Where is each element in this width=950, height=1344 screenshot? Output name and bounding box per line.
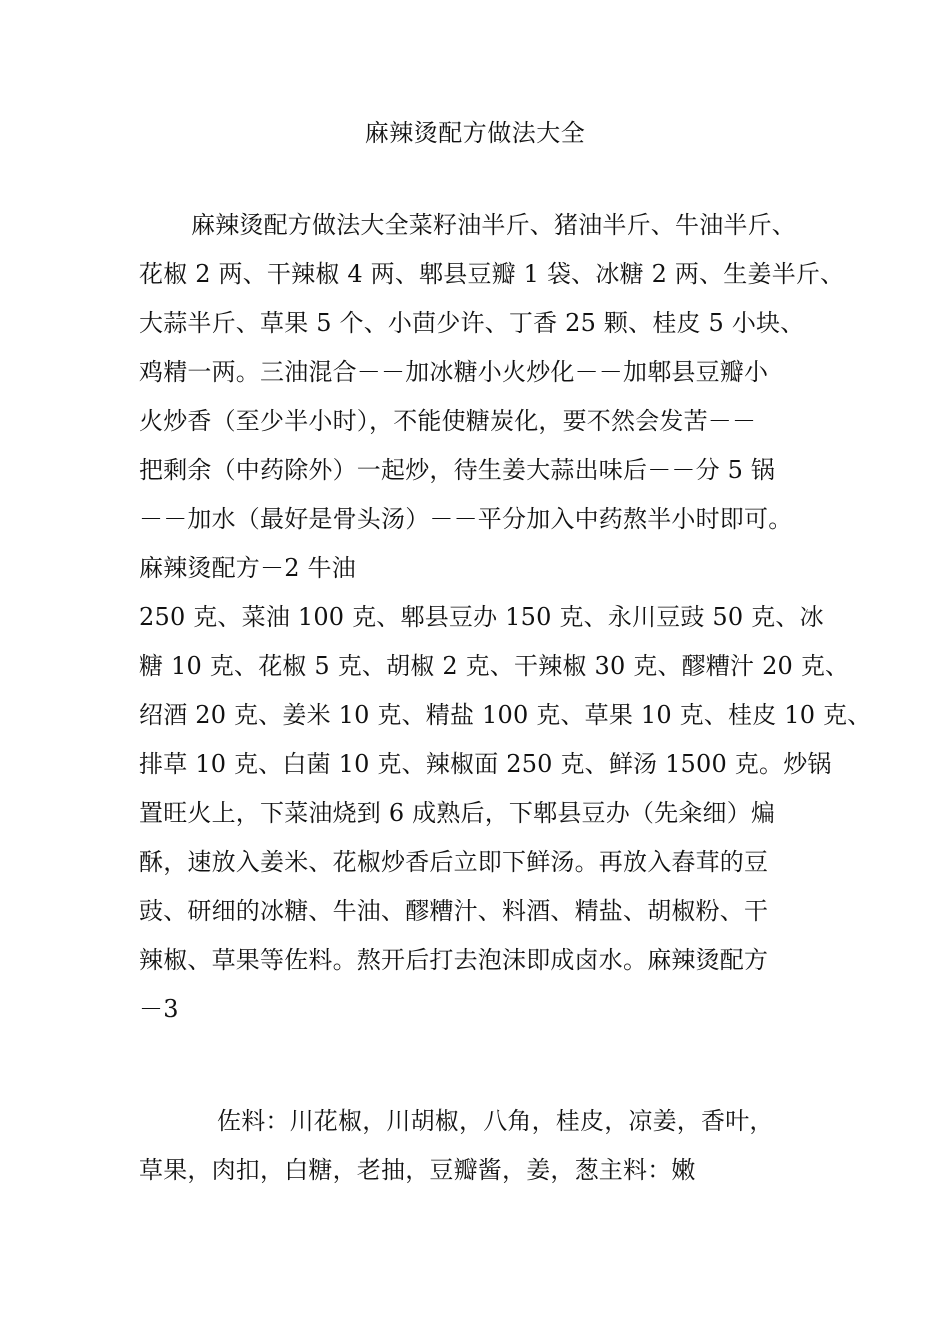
paragraph-2 bbox=[139, 1097, 839, 1195]
text-line: 大蒜半斤、草果 5 个、小茴少许、丁香 25 颗、桂皮 5 小块、 bbox=[139, 309, 805, 337]
text-line: 豉、研细的冰糖、牛油、醪糟汁、料酒、精盐、胡椒粉、干 bbox=[139, 897, 769, 925]
text-line: 辣椒、草果等佐料。熬开后打去泡沫即成卤水。麻辣烫配方 bbox=[139, 946, 769, 974]
text-line: 麻辣烫配方做法大全菜籽油半斤、猪油半斤、牛油半斤、 bbox=[191, 211, 796, 239]
text-line: 置旺火上，下菜油烧到 6 成熟后，下郫县豆办（先籴细）煸 bbox=[139, 799, 776, 827]
paragraph-1 bbox=[139, 201, 872, 1034]
text-line: －－加水（最好是骨头汤）－－平分加入中药熬半小时即可。 bbox=[139, 505, 793, 533]
text-line: 鸡精一两。三油混合－－加冰糖小火炒化－－加郫县豆瓣小 bbox=[139, 358, 769, 386]
text-line: 酥，速放入姜米、花椒炒香后立即下鲜汤。再放入舂茸的豆 bbox=[139, 848, 769, 876]
text-line: －3 bbox=[139, 995, 179, 1023]
text-line: 糖 10 克、花椒 5 克、胡椒 2 克、干辣椒 30 克、醪糟汁 20 克、 bbox=[139, 652, 850, 680]
text-line: 250 克、菜油 100 克、郫县豆办 150 克、永川豆豉 50 克、冰 bbox=[139, 603, 824, 631]
document-title: 麻辣烫配方做法大全 bbox=[364, 119, 586, 147]
text-line: 麻辣烫配方－2 牛油 bbox=[139, 554, 356, 582]
text-line: 绍酒 20 克、姜米 10 克、精盐 100 克、草果 10 克、桂皮 10 克、 bbox=[139, 701, 872, 729]
text-line: 草果，肉扣，白糖，老抽，豆瓣酱，姜，葱主料：嫩 bbox=[139, 1156, 696, 1184]
text-line: 火炒香（至少半小时），不能使糖炭化，要不然会发苦－－ bbox=[139, 407, 757, 435]
text-line: 佐料：川花椒，川胡椒，八角，桂皮，凉姜，香叶， bbox=[217, 1107, 774, 1135]
text-line: 花椒 2 两、干辣椒 4 两、郫县豆瓣 1 袋、冰糖 2 两、生姜半斤、 bbox=[139, 260, 845, 288]
text-line: 把剩余（中药除外）一起炒，待生姜大蒜出味后－－分 5 锅 bbox=[139, 456, 776, 484]
text-line: 排草 10 克、白菌 10 克、辣椒面 250 克、鲜汤 1500 克。炒锅 bbox=[139, 750, 832, 778]
